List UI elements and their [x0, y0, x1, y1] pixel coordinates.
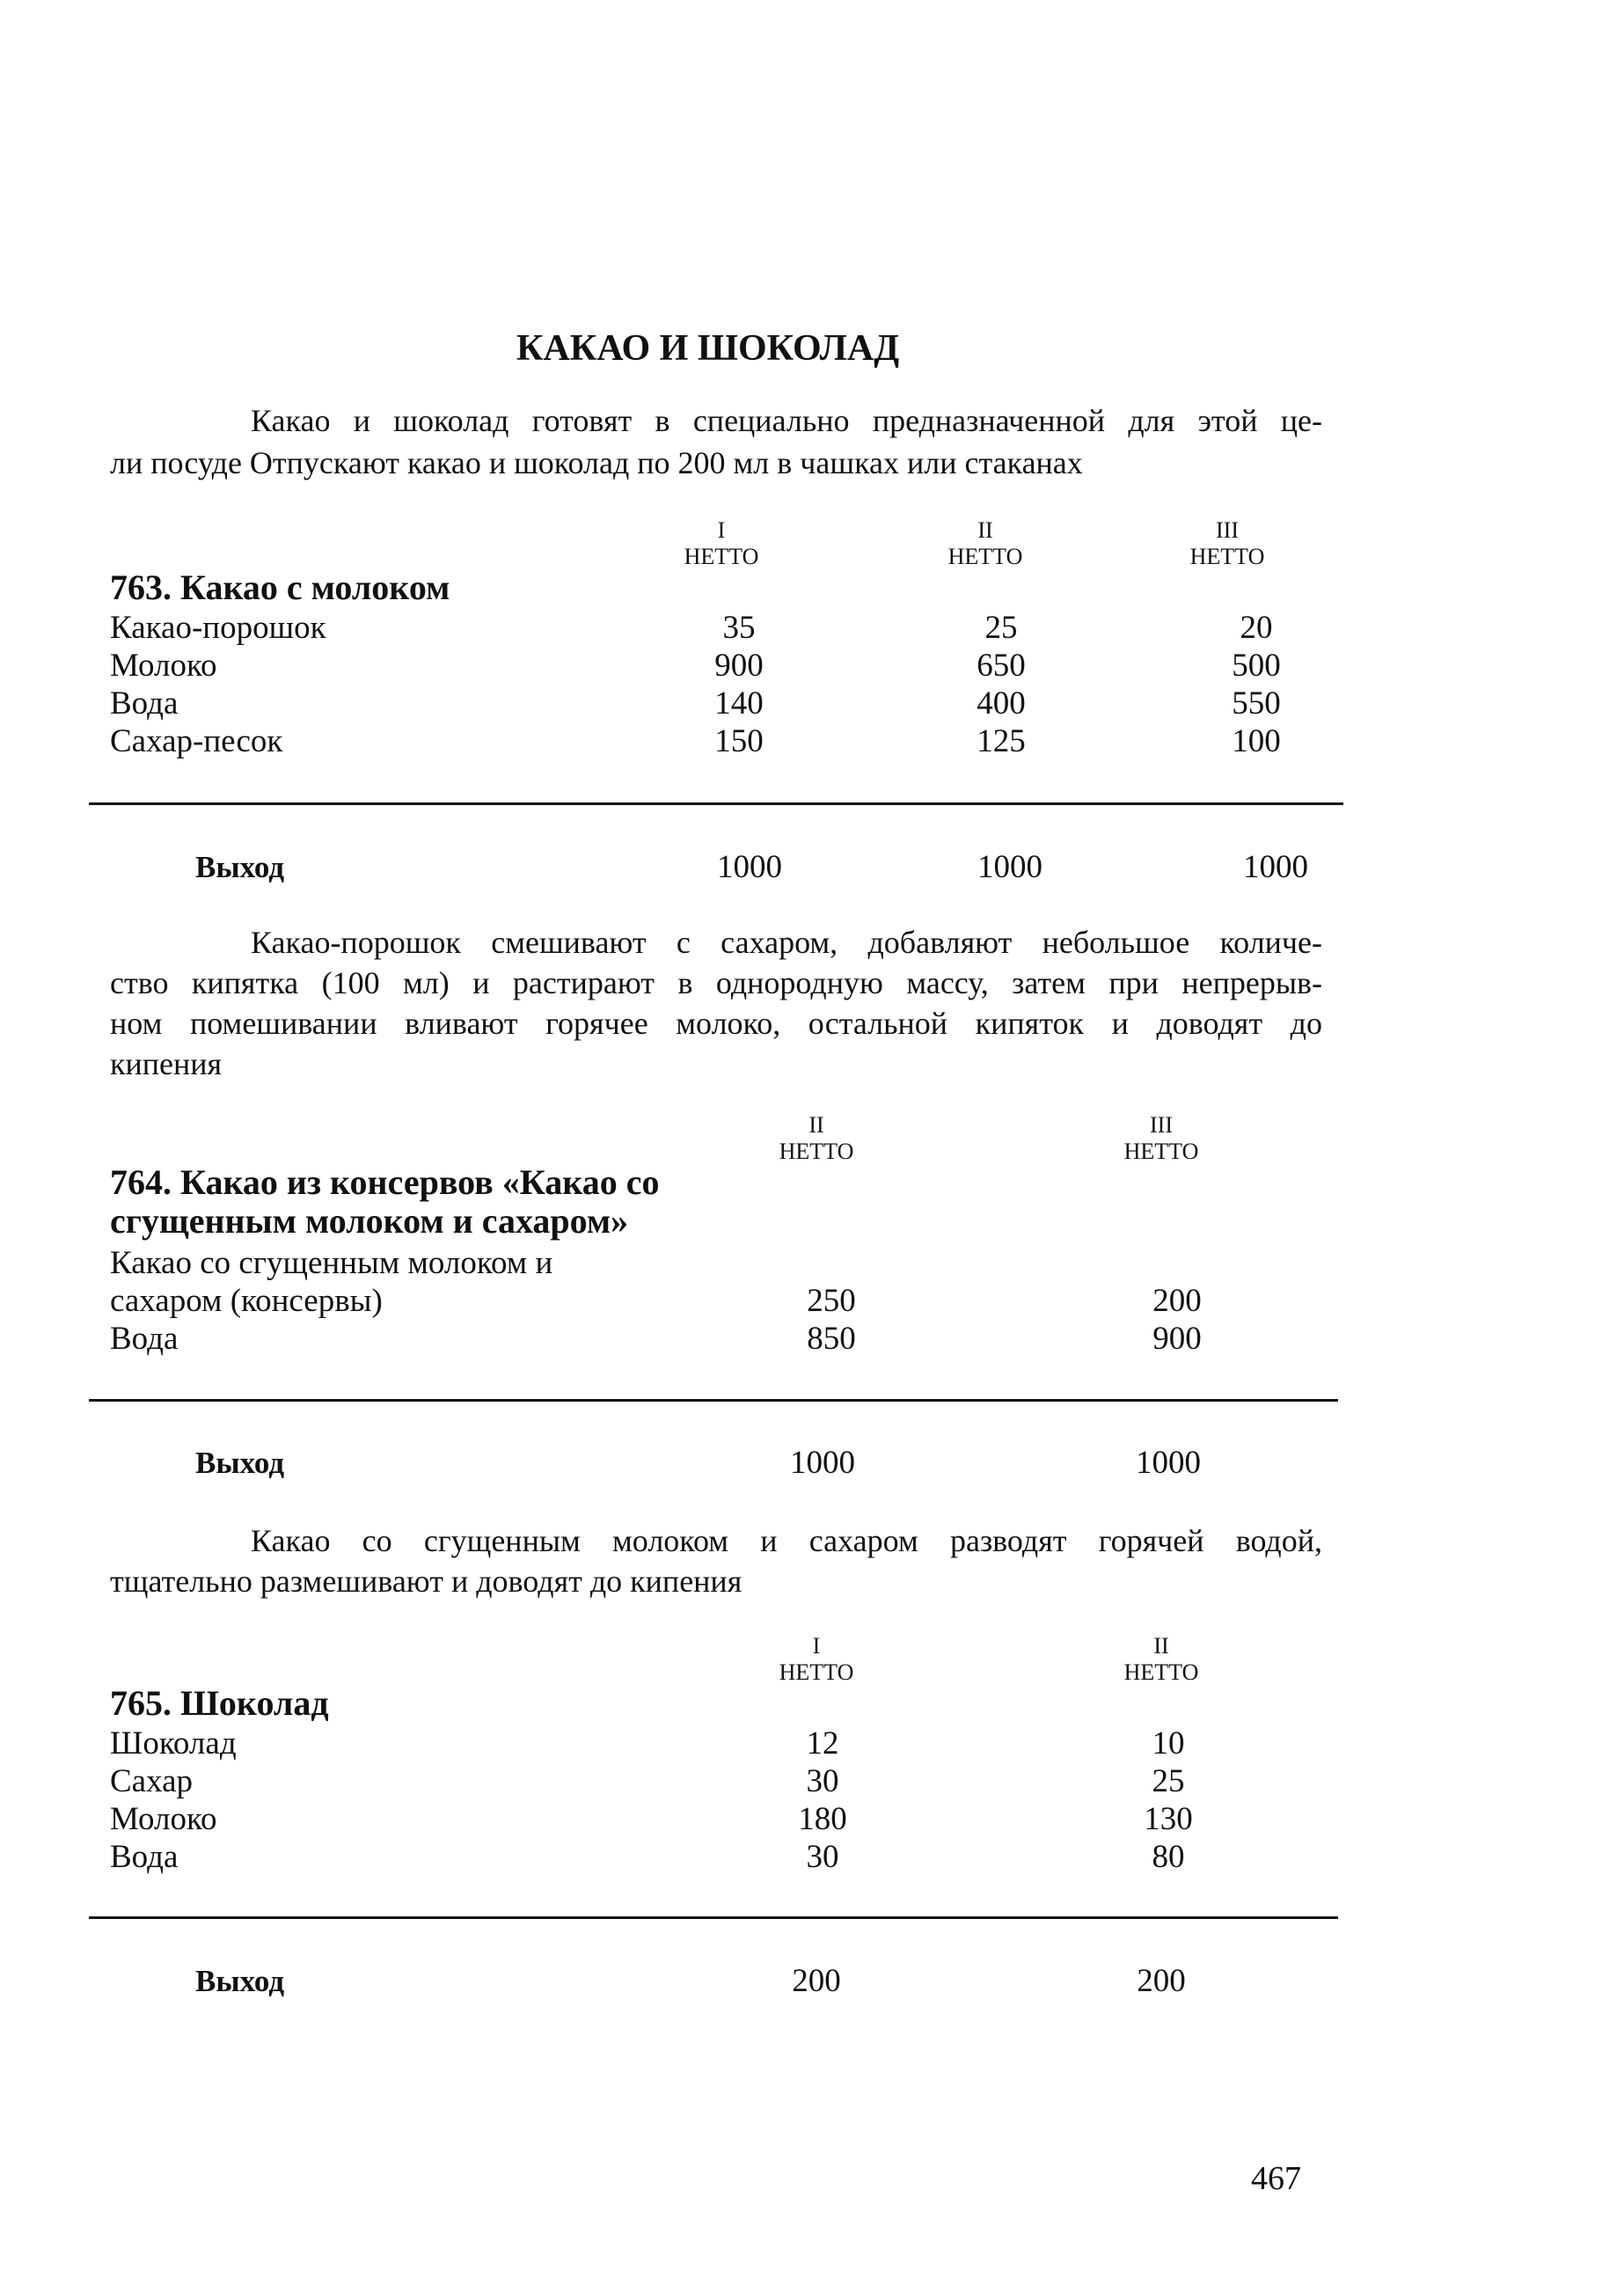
- column-label: НЕТТО: [947, 544, 1023, 569]
- column-header-2: [737, 1112, 896, 1165]
- ingredient-value: 500: [1232, 648, 1281, 684]
- divider-rule: [89, 1916, 1338, 1919]
- recipe-title-line: сгущенным молоком и сахаром»: [110, 1201, 629, 1241]
- ingredient-name: Молоко: [110, 648, 217, 684]
- ingredient-value: 30: [806, 1839, 839, 1875]
- ingredient-value: 850: [807, 1321, 856, 1357]
- column-roman: II: [808, 1112, 824, 1138]
- yield-value: 200: [792, 1963, 841, 1999]
- description-line: ном помешивании вливают горячее молоко, остальной кипяток и доводят до: [110, 1006, 1322, 1041]
- ingredient-name: сахаром (консервы): [110, 1283, 383, 1319]
- ingredient-name: Молоко: [110, 1801, 217, 1837]
- ingredient-value: 12: [806, 1725, 839, 1762]
- column-header-1: [642, 517, 801, 570]
- ingredient-value: 150: [714, 723, 764, 759]
- column-roman: III: [1216, 517, 1239, 543]
- ingredient-value: 180: [798, 1801, 847, 1837]
- yield-label: Выход: [195, 850, 285, 884]
- recipe-title: [110, 1163, 659, 1241]
- ingredient-value: 25: [984, 610, 1018, 646]
- ingredient-value: 550: [1232, 685, 1281, 721]
- ingredient-name: Какао-порошок: [110, 610, 326, 646]
- yield-value: 1000: [1136, 1445, 1201, 1481]
- column-roman: II: [977, 517, 993, 543]
- column-label: НЕТТО: [1123, 1139, 1199, 1164]
- ingredient-value: 140: [714, 685, 764, 721]
- column-header-2: [906, 517, 1064, 570]
- description-line: ство кипятка (100 мл) и растирают в однородную массу, затем при непрерыв-: [110, 965, 1322, 1000]
- ingredient-value: 650: [977, 648, 1026, 684]
- ingredient-value: 30: [806, 1763, 839, 1799]
- recipe-description: [110, 922, 1322, 1084]
- recipe-description: [110, 1520, 1322, 1601]
- yield-value: 1000: [1243, 849, 1308, 885]
- ingredient-name: Вода: [110, 1321, 179, 1357]
- column-label: НЕТТО: [779, 1659, 854, 1685]
- recipe-title-line: 764. Какао из консервов «Какао со: [110, 1162, 660, 1202]
- description-line: кипения: [110, 1046, 223, 1081]
- yield-label: Выход: [195, 1446, 285, 1480]
- divider-rule: [89, 802, 1343, 805]
- ingredient-value: 900: [1152, 1321, 1202, 1357]
- ingredient-name: Вода: [110, 1839, 179, 1875]
- ingredient-value: 130: [1144, 1801, 1193, 1837]
- recipe-title: 765. Шоколад: [110, 1683, 329, 1723]
- ingredient-name: Сахар-песок: [110, 723, 283, 759]
- yield-value: 1000: [790, 1445, 855, 1481]
- ingredient-name: Шоколад: [110, 1725, 237, 1762]
- description-line: тщательно размешивают и доводят до кипения: [110, 1564, 743, 1599]
- yield-value: 200: [1137, 1963, 1186, 1999]
- yield-label: Выход: [195, 1964, 285, 1998]
- column-label: НЕТТО: [1189, 544, 1265, 569]
- ingredient-value: 10: [1152, 1725, 1185, 1762]
- column-roman: II: [1153, 1633, 1169, 1659]
- intro-line: ли посуде Отпускают какао и шоколад по 200 мл в чашках или стаканах: [110, 445, 1083, 480]
- column-header-3: [1148, 517, 1306, 570]
- intro-paragraph: [110, 399, 1322, 484]
- column-header-3: [1082, 1112, 1240, 1165]
- column-header-1: [737, 1633, 896, 1686]
- ingredient-value: 125: [977, 723, 1026, 759]
- ingredient-value: 25: [1152, 1763, 1185, 1799]
- intro-line: Какао и шоколад готовят в специально предназначенной для этой це-: [251, 403, 1322, 438]
- ingredient-value: 80: [1152, 1839, 1185, 1875]
- column-label: НЕТТО: [1123, 1659, 1199, 1685]
- ingredient-value: 400: [977, 685, 1026, 721]
- page-title: КАКАО И ШОКОЛАД: [516, 328, 900, 369]
- ingredient-value: 35: [722, 610, 756, 646]
- page-number: 467: [1251, 2160, 1301, 2197]
- ingredient-name: Сахар: [110, 1763, 194, 1799]
- column-roman: III: [1150, 1112, 1173, 1138]
- yield-value: 1000: [977, 849, 1042, 885]
- column-header-2: [1082, 1633, 1240, 1686]
- column-roman: I: [717, 517, 726, 543]
- ingredient-value: 900: [714, 648, 764, 684]
- column-label: НЕТТО: [779, 1139, 854, 1164]
- ingredient-value: 200: [1152, 1283, 1202, 1319]
- ingredient-name: Вода: [110, 685, 179, 721]
- yield-value: 1000: [717, 849, 782, 885]
- column-roman: I: [812, 1633, 821, 1659]
- ingredient-value: 20: [1240, 610, 1273, 646]
- divider-rule: [89, 1399, 1338, 1402]
- description-line: Какао-порошок смешивают с сахаром, добавляют небольшое количе-: [251, 925, 1322, 960]
- ingredient-value: 250: [807, 1283, 856, 1319]
- ingredient-name: Какао со сгущенным молоком и: [110, 1245, 553, 1281]
- column-label: НЕТТО: [684, 544, 759, 569]
- description-line: Какао со сгущенным молоком и сахаром разводят горячей водой,: [251, 1523, 1322, 1558]
- ingredient-value: 100: [1232, 723, 1281, 759]
- recipe-title: 763. Какао с молоком: [110, 568, 450, 607]
